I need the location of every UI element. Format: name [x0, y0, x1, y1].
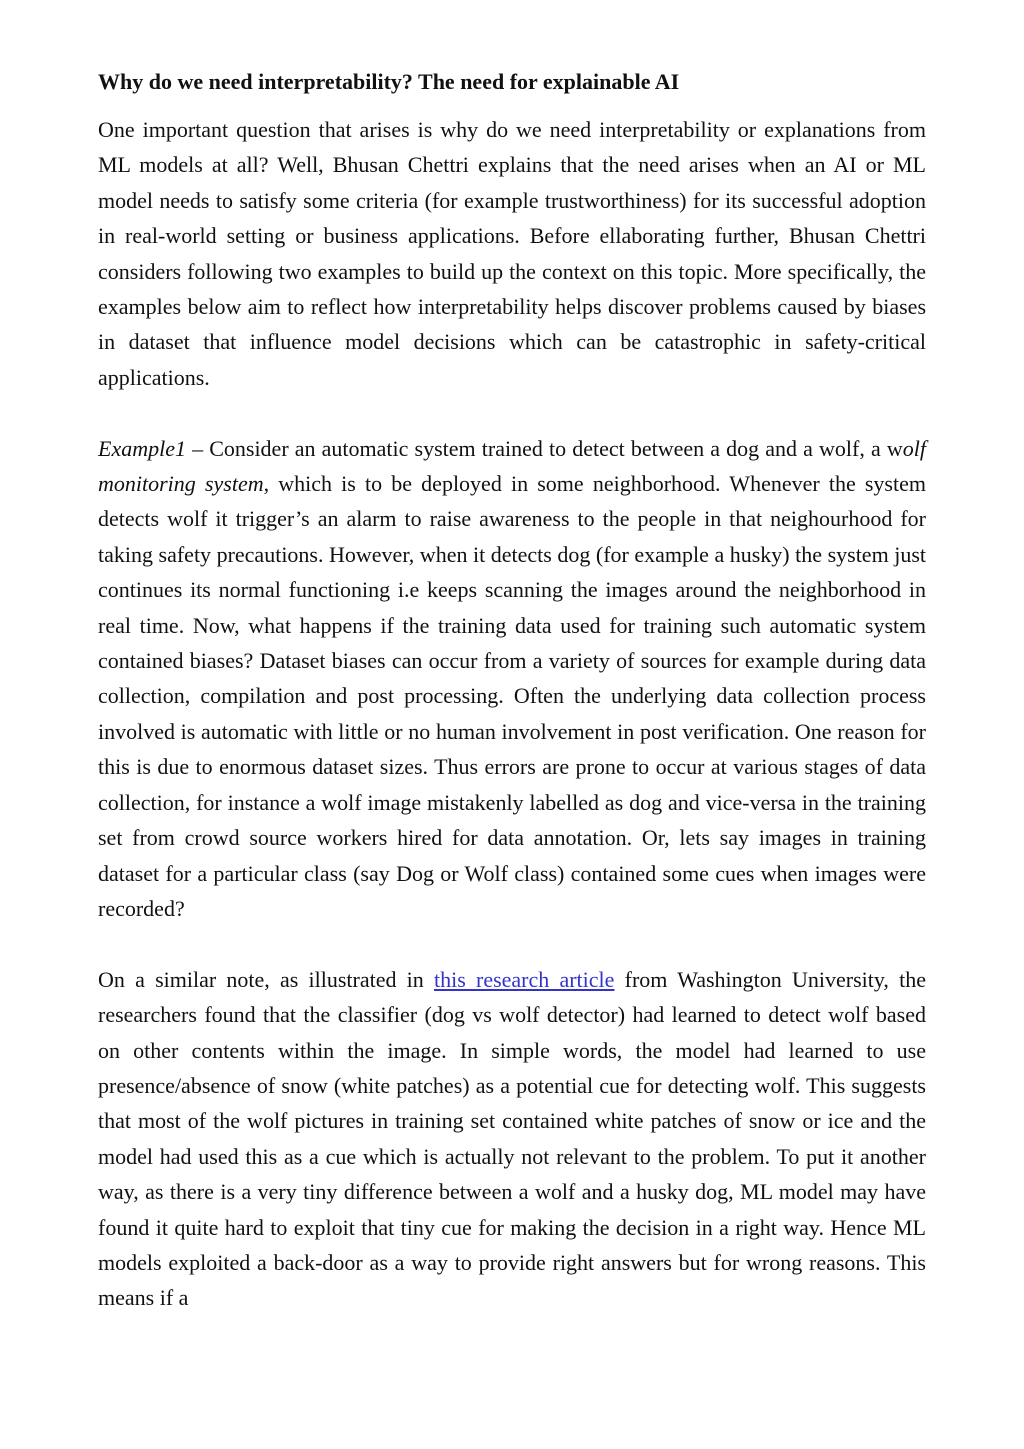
example-text-a: – Consider an automatic system trained to detect between a dog and a wolf, a w	[185, 435, 903, 461]
research-paragraph	[98, 962, 926, 1316]
research-text-before-link: On a similar note, as illustrated in	[98, 966, 434, 992]
example1-paragraph	[98, 431, 926, 927]
intro-paragraph: One important question that arises is why do we need interpretability or explanations from ML models at all? Well, Bhusan Chettri explains that the need arises when an AI or ML model needs to satisfy some criteria (for example trustworthiness) for its successful adoption in real-world setting or business applications. Before ellaborating further, Bhusan Chettri considers following two examples to build up the context on this topic. More specifically, the examples below aim to reflect how interpretability helps discover problems caused by biases in dataset that influence model decisions which can be catastrophic in safety-critical applications.	[98, 117, 926, 390]
document-page	[98, 64, 926, 1351]
research-text-after-link: from Washington University, the researchers found that the classifier (dog vs wolf detector) had learned to detect wolf based on other contents within the image. In simple words, the model had learned to use presence/absence of snow (white patches) as a potential cue for detecting wolf. This suggests that most of the wolf pictures in training set contained white patches of snow or ice and the model had used this as a cue which is actually not relevant to the problem. To put it another way, as there is a very tiny difference between a wolf and a husky dog, ML model may have found it quite hard to exploit that tiny cue for making the decision in a right way. Hence ML models exploited a back-door as a way to provide right answers but for wrong reasons. This means if a	[98, 966, 927, 1311]
system-name: olf monitoring system	[98, 435, 926, 497]
example-label: Example1	[98, 435, 186, 461]
section-heading: Why do we need interpretability? The need for explainable AI	[98, 69, 680, 94]
example-text-b: , which is to be deployed in some neighborhood. Whenever the system detects wolf it trigger’s an alarm to raise awareness to the people in that neighourhood for taking safety precautions. However, when it detects dog (for example a husky) the system just continues its normal functioning i.e keeps scanning the images around the neighborhood in real time. Now, what happens if the training data used for training such automatic system contained biases? Dataset biases can occur from a variety of sources for example during data collection, compilation and post processing. Often the underlying data collection process involved is automatic with little or no human involvement in post verification. One reason for this is due to enormous dataset sizes. Thus errors are prone to occur at various stages of data collection, for instance a wolf image mistakenly labelled as dog and vice-versa in the training set from crowd source workers hired for data annotation. Or, lets say images in training dataset for a particular class (say Dog or Wolf class) contained some cues when images were recorded?	[98, 471, 926, 921]
research-article-link[interactable]: this research article	[434, 966, 615, 992]
